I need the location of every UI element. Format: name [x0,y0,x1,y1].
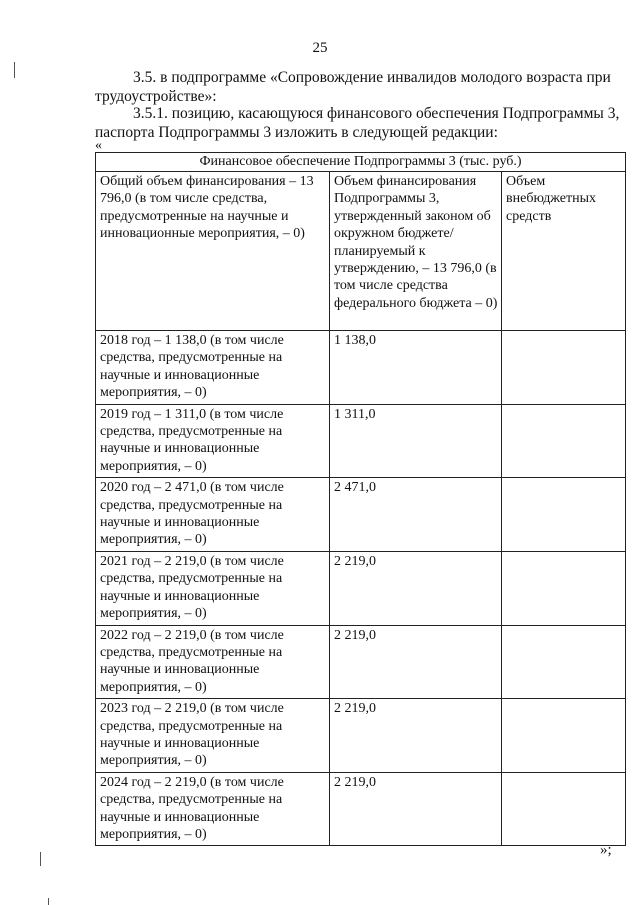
paragraph-3-5 [95,68,620,106]
table-caption: Финансовое обеспечение Подпрограммы 3 (тыс. руб.) [96,153,626,172]
header-budget-financing: Объем финансирования Подпрограммы 3, утвержденный законом об окружном бюджете/планируемый к утверждению, – 13 796,0 (в том числе средства федерального бюджета – 0) [330,172,502,331]
header-total-financing: Общий объем финансирования – 13 796,0 (в том числе средства, предусмотренные на научные и инновационные мероприятия, – 0) [96,172,330,331]
table-row [96,699,626,773]
year-total-cell: 2021 год – 2 219,0 (в том числе средства, предусмотренные на научные и инновационные мероприятия, – 0) [96,551,330,625]
budget-cell: 2 219,0 [330,699,502,773]
table-row [96,551,626,625]
year-total-cell: 2018 год – 1 138,0 (в том числе средства, предусмотренные на научные и инновационные мероприятия, – 0) [96,331,330,405]
table-row [96,331,626,405]
year-total-cell: 2019 год – 1 311,0 (в том числе средства, предусмотренные на научные и инновационные мероприятия, – 0) [96,404,330,478]
extrabudgetary-cell [502,625,626,699]
year-total-cell: 2022 год – 2 219,0 (в том числе средства, предусмотренные на научные и инновационные мероприятия, – 0) [96,625,330,699]
budget-cell: 2 219,0 [330,772,502,846]
budget-cell: 1 138,0 [330,331,502,405]
scan-edge-mark [40,852,41,866]
paragraph-3-5-1 [95,104,620,142]
table-caption-row [96,153,626,172]
paragraph-3-5-text: 3.5. в подпрограмме «Сопровождение инвалидов молодого возраста при трудоустройстве»: [95,69,611,105]
extrabudgetary-cell [502,404,626,478]
extrabudgetary-cell [502,551,626,625]
budget-cell: 2 219,0 [330,625,502,699]
budget-cell: 1 311,0 [330,404,502,478]
financing-table [95,152,626,846]
page-number: 25 [312,40,328,56]
header-extrabudgetary: Объем внебюджетных средств [502,172,626,331]
table-header-row [96,172,626,331]
year-total-cell: 2023 год – 2 219,0 (в том числе средства, предусмотренные на научные и инновационные мероприятия, – 0) [96,699,330,773]
extrabudgetary-cell [502,331,626,405]
table-row [96,478,626,552]
year-total-cell: 2024 год – 2 219,0 (в том числе средства, предусмотренные на научные и инновационные мероприятия, – 0) [96,772,330,846]
year-total-cell: 2020 год – 2 471,0 (в том числе средства, предусмотренные на научные и инновационные мероприятия, – 0) [96,478,330,552]
extrabudgetary-cell [502,478,626,552]
table-row [96,404,626,478]
budget-cell: 2 219,0 [330,551,502,625]
extrabudgetary-cell [502,772,626,846]
extrabudgetary-cell [502,699,626,773]
closing-quote: »; [600,842,612,858]
budget-cell: 2 471,0 [330,478,502,552]
paragraph-3-5-1-text: 3.5.1. позицию, касающуюся финансового обеспечения Подпрограммы 3, паспорта Подпрограммы 3 изложить в следующей редакции: [95,105,620,141]
scan-edge-mark [14,62,15,78]
opening-quote: « [95,138,102,153]
table-row [96,772,626,846]
table-row [96,625,626,699]
scan-edge-mark [48,898,49,905]
